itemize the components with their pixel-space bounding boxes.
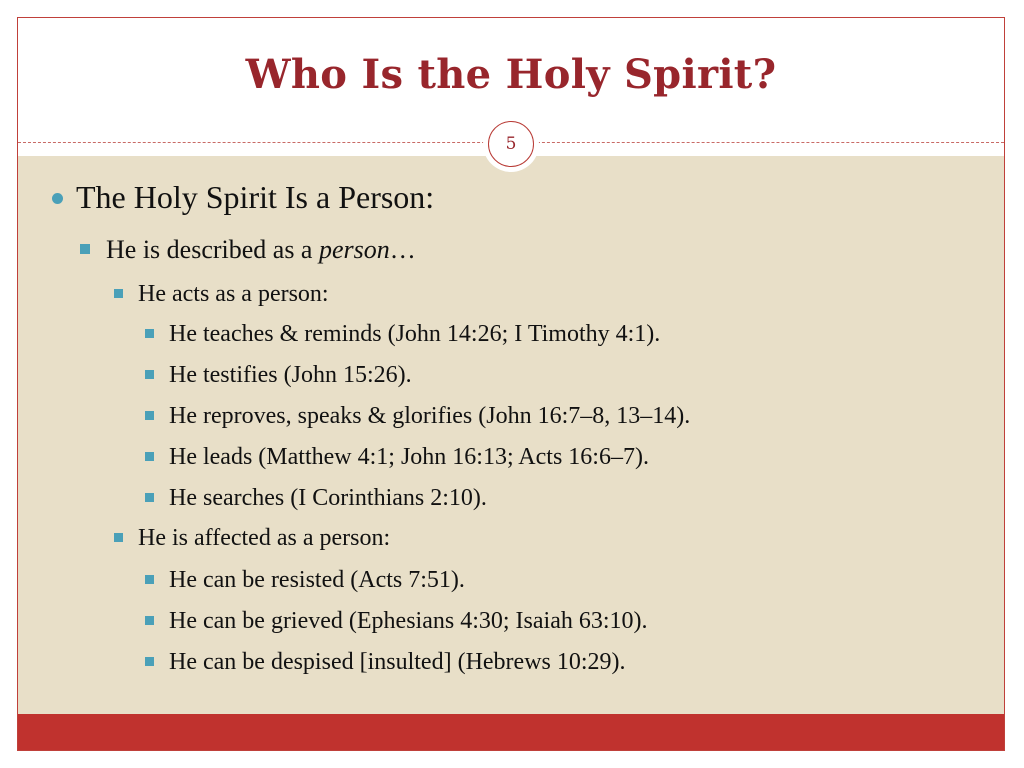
bullet-text-prefix: He is described as a (106, 235, 319, 264)
bullet-level4 (169, 362, 412, 389)
bullet-level4 (169, 444, 649, 471)
square-bullet-icon (145, 616, 154, 625)
square-bullet-icon (145, 329, 154, 338)
square-bullet-icon (145, 370, 154, 379)
square-bullet-icon (145, 411, 154, 420)
bullet-text: He testifies (John 15:26). (169, 362, 412, 388)
footer-bar (18, 714, 1004, 750)
bullet-level4 (169, 567, 465, 594)
square-bullet-icon (80, 244, 90, 254)
bullet-level1 (76, 179, 434, 216)
bullet-text-suffix: … (389, 235, 416, 264)
square-bullet-icon (145, 657, 154, 666)
bullet-level4 (169, 321, 660, 348)
bullet-text: He teaches & reminds (John 14:26; I Timothy 4:1). (169, 321, 661, 347)
bullet-text: He is affected as a person: (138, 525, 391, 551)
bullet-level3 (138, 281, 329, 308)
bullet-text: He leads (Matthew 4:1; John 16:13; Acts 16:6–7). (169, 444, 649, 470)
bullet-level2 (106, 235, 416, 265)
square-bullet-icon (145, 575, 154, 584)
bullet-text: He can be grieved (Ephesians 4:30; Isaiah 63:10). (169, 608, 648, 634)
bullet-text-emphasis: person (318, 235, 390, 264)
bullet-text: He can be despised [insulted] (Hebrews 10:29). (169, 649, 626, 675)
square-bullet-icon (114, 533, 123, 542)
bullet-text: He reproves, speaks & glorifies (John 16:7–8, 13–14). (169, 403, 691, 429)
square-bullet-icon (145, 493, 154, 502)
slide (17, 17, 1005, 751)
round-bullet-icon (52, 193, 63, 204)
slide-number: 5 (488, 121, 534, 167)
bullet-level4 (169, 649, 626, 676)
square-bullet-icon (114, 289, 123, 298)
bullet-level4 (169, 608, 648, 635)
bullet-heading: The Holy Spirit Is a Person: (76, 179, 435, 215)
bullet-level4 (169, 485, 487, 512)
bullet-level4 (169, 403, 690, 430)
slide-number-badge (483, 116, 539, 172)
slide-title: Who Is the Holy Spirit? (245, 51, 777, 98)
bullet-text: He searches (I Corinthians 2:10). (169, 485, 487, 511)
bullet-text: He can be resisted (Acts 7:51). (169, 567, 465, 593)
bullet-level3 (138, 525, 390, 552)
bullet-text: He acts as a person: (138, 281, 329, 307)
square-bullet-icon (145, 452, 154, 461)
